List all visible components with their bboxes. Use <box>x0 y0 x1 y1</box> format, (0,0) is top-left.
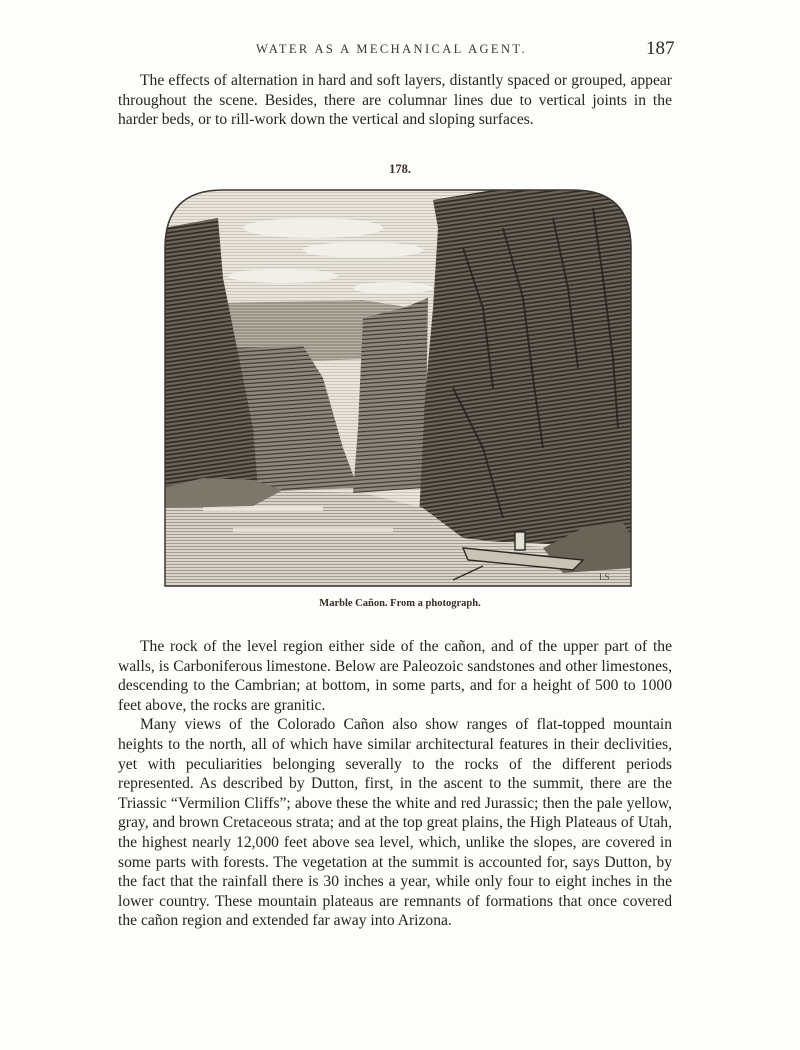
intro-text: The effects of alternation in hard and soft layers, distantly spaced or grouped, appear throughout the scene. Besides, there are columnar lines due to vertical joints in the harder beds, or to rill-work down the vertical and sloping surfaces. <box>118 72 672 129</box>
engraver-signature: LS <box>599 572 610 582</box>
right-canyon-wall <box>418 188 633 548</box>
plateaus-paragraph <box>118 715 672 931</box>
right-middle-cliff <box>353 298 428 493</box>
rock-paragraph <box>118 637 672 715</box>
running-head <box>0 40 800 68</box>
intro-paragraph <box>118 71 672 130</box>
marble-canon-engraving <box>163 188 633 588</box>
body-text <box>118 637 672 931</box>
page-number: 187 <box>646 38 675 59</box>
figure-caption: Marble Cañon. From a photograph. <box>319 598 481 609</box>
plateaus-text: Many views of the Colorado Cañon also show ranges of flat-topped mountain heights to the north, all of which have similar architectural features in their declivities, yet with peculiarities belonging severally to the rocks of the different periods represented. As described by Dutton, first, in the ascent to the summit, there are the Triassic “Vermilion Cliffs”; above these the white and red Jurassic; then the pale yellow, gray, and brown Cretaceous strata; and at the top great plains, the High Plateaus of Utah, the highest nearly 12,000 feet above sea level, which, unlike the slopes, are covered in some parts with forests. The vegetation at the summit is accounted for, says Dutton, by the fact that the rainfall there is 30 inches a year, while only four to eight inches in the lower country. These mountain plateaus are remnants of formations that once covered the cañon region and extended far away into Arizona. <box>118 716 672 930</box>
running-title: WATER AS A MECHANICAL AGENT. <box>256 42 528 56</box>
figure-number: 178. <box>389 162 411 176</box>
rock-text: The rock of the level region either side of the cañon, and of the upper part of the walls, is Carboniferous limestone. Below are Paleozoic sandstones and other limestones, descending to the Cambrian; at bottom, in some parts, and for a height of 500 to 1000 feet above, the rocks are granitic. <box>118 638 672 714</box>
